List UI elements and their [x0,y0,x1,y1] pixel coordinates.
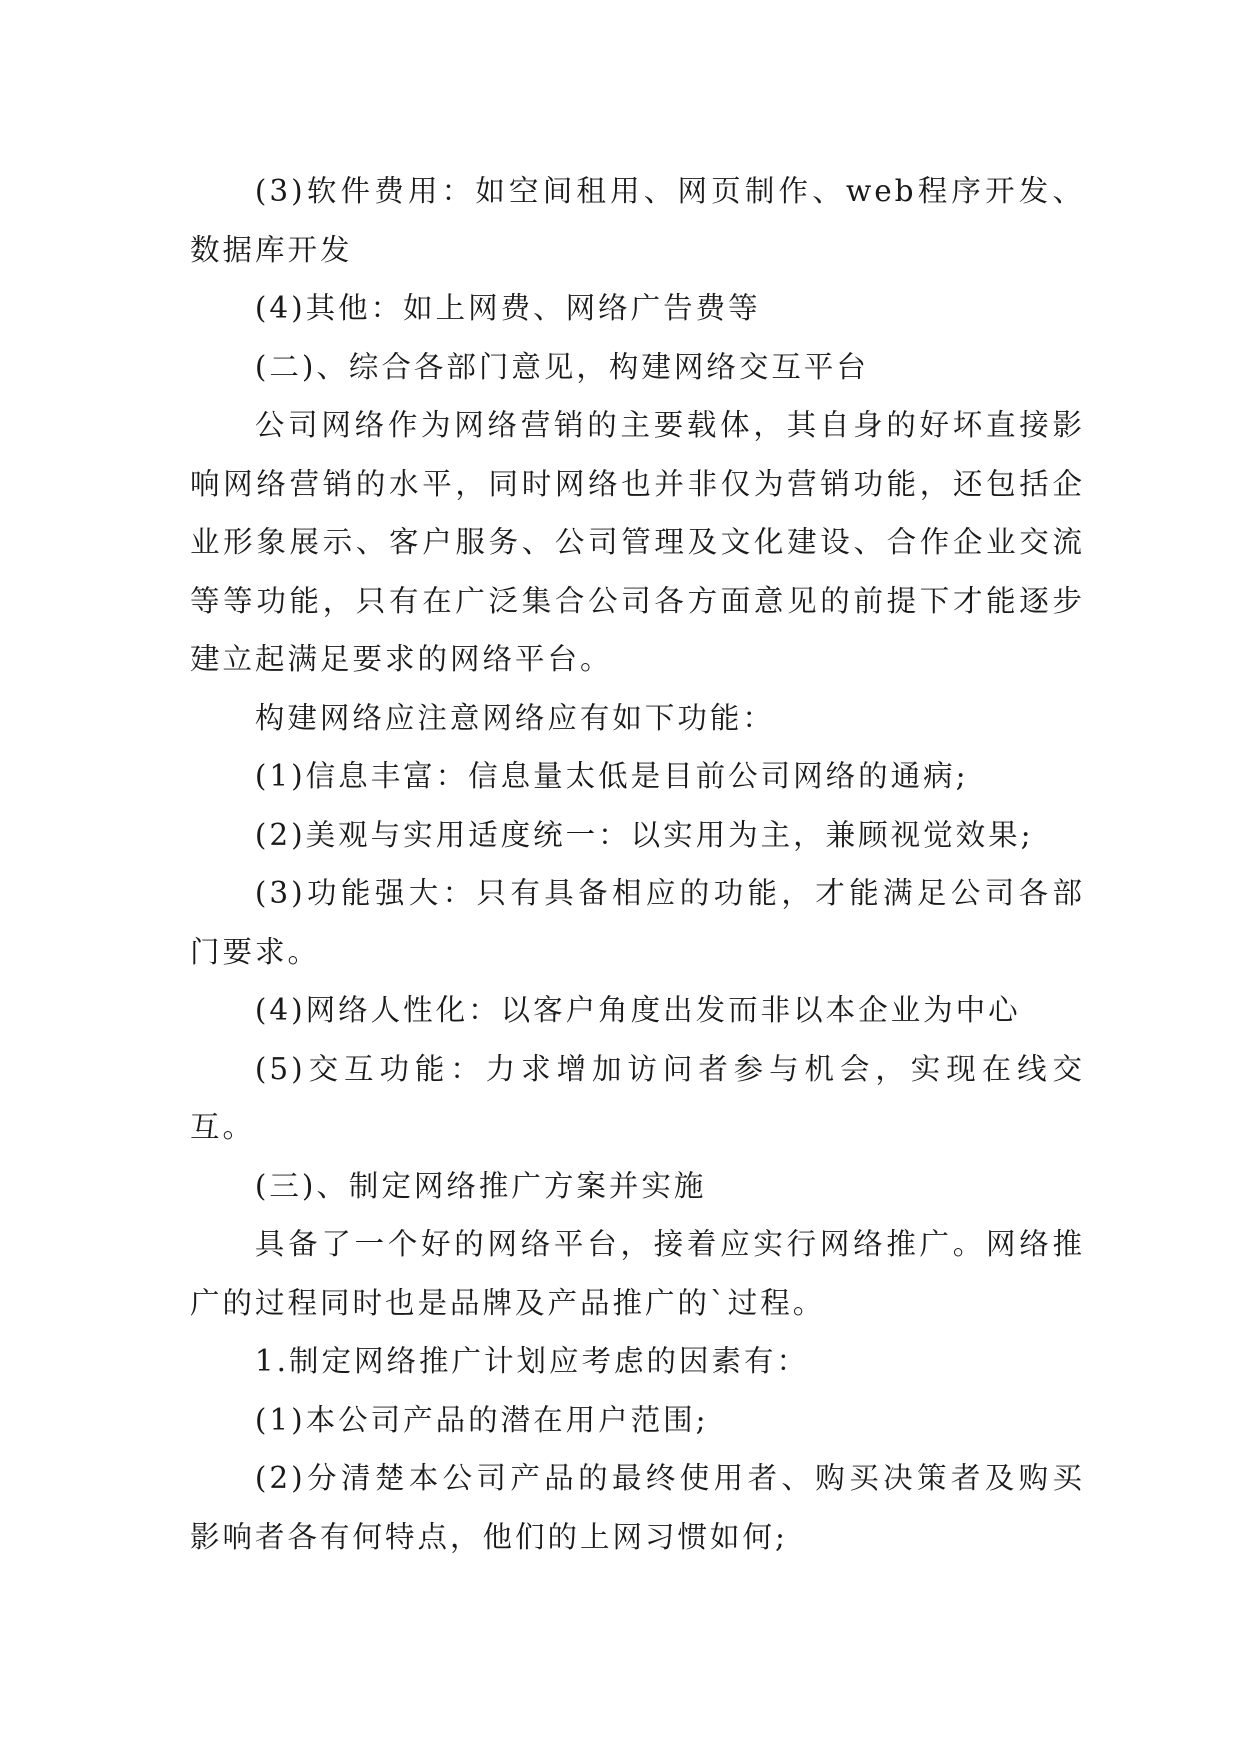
paragraph-network-carrier: 公司网络作为网络营销的主要载体，其自身的好坏直接影响网络营销的水平，同时网络也并非仅为营销功能，还包括企业形象展示、客户服务、公司管理及文化建设、合作企业交流等等功能，只有在广泛集合公司各方面意见的前提下才能逐步建立起满足要求的网络平台。 [190,408,1085,676]
list-item-user-friendly: (4)网络人性化：以客户角度出发而非以本企业为中心 [254,993,1021,1027]
paragraph-other-costs: (4)其他：如上网费、网络广告费等 [254,291,761,325]
paragraph-promotion: 具备了一个好的网络平台，接着应实行网络推广。网络推广的过程同时也是品牌及产品推广的`过程。 [190,1227,1085,1320]
list-item-user-types: (2)分清楚本公司产品的最终使用者、购买决策者及购买影响者各有何特点，他们的上网习惯如何; [190,1461,1085,1554]
section-heading-3: (三)、制定网络推广方案并实施 [254,1168,707,1203]
list-item-interactive: (5)交互功能：力求增加访问者参与机会，实现在线交互。 [190,1051,1085,1144]
list-item-aesthetic-practical: (2)美观与实用适度统一：以实用为主，兼顾视觉效果; [254,817,1034,852]
paragraph-plan-factors: 1.制定网络推广计划应考虑的因素有： [254,1344,810,1378]
paragraph-software-costs: (3)软件费用：如空间租用、网页制作、web程序开发、数据库开发 [190,174,1085,267]
list-item-info-rich: (1)信息丰富：信息量太低是目前公司网络的通病; [254,759,969,793]
document-body [190,162,1085,1566]
paragraph-functions-intro: 构建网络应注意网络应有如下功能： [254,700,775,735]
list-item-potential-users: (1)本公司产品的潜在用户范围; [254,1402,709,1437]
section-heading-2: (二)、综合各部门意见，构建网络交互平台 [254,349,869,384]
list-item-powerful-functions: (3)功能强大：只有具备相应的功能，才能满足公司各部门要求。 [190,876,1085,969]
